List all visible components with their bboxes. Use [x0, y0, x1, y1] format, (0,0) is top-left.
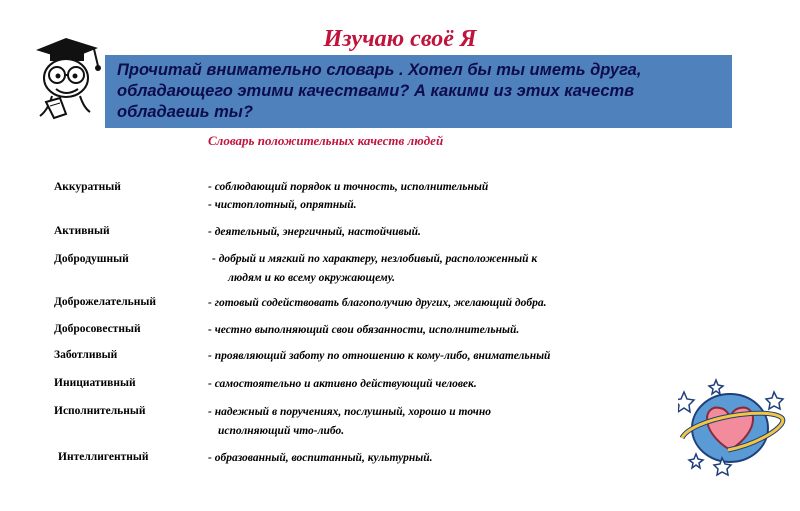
term-definition: - добрый и мягкий по характеру, незлобивый, расположенный к — [212, 253, 538, 265]
term-label: Исполнительный — [54, 405, 146, 417]
term-label: Инициативный — [54, 377, 136, 389]
term-label: Интеллигентный — [58, 451, 149, 463]
term-definition: - деятельный, энергичный, настойчивый. — [208, 226, 421, 238]
term-label: Доброжелательный — [54, 296, 156, 308]
banner-line-3: обладаешь ты? — [117, 103, 253, 121]
page-title: Изучаю своё Я — [323, 26, 477, 52]
term-definition: - соблюдающий порядок и точность, исполнительный — [208, 181, 489, 193]
term-definition: - готовый содействовать благополучию других, желающий добра. — [208, 297, 547, 309]
term-definition: - самостоятельно и активно действующий человек. — [208, 378, 477, 390]
term-definition: исполняющий что-либо. — [218, 425, 345, 437]
instruction-banner — [105, 55, 732, 128]
term-label: Аккуратный — [54, 181, 121, 193]
term-definition: - честно выполняющий свои обязанности, исполнительный. — [208, 324, 520, 336]
term-definition: - чистоплотный, опрятный. — [208, 199, 357, 211]
term-definition: людям и ко всему окружающему. — [228, 272, 396, 284]
term-definition: - надежный в поручениях, послушный, хорошо и точно — [208, 406, 491, 418]
term-label: Добродушный — [54, 253, 129, 265]
banner-line-2: обладающего этими качествами? А какими из этих качеств — [117, 82, 635, 100]
student-clipart — [26, 32, 106, 122]
heart-planet-clipart — [678, 378, 788, 478]
term-definition: - образованный, воспитанный, культурный. — [208, 452, 433, 464]
term-definition: - проявляющий заботу по отношению к кому-либо, внимательный — [208, 350, 551, 362]
term-label: Добросовестный — [54, 323, 141, 335]
term-label: Заботливый — [54, 349, 118, 361]
banner-line-1: Прочитай внимательно словарь . Хотел бы ты иметь друга, — [117, 61, 642, 79]
dictionary-subtitle: Словарь положительных качеств людей — [208, 133, 444, 148]
term-label: Активный — [54, 225, 110, 237]
